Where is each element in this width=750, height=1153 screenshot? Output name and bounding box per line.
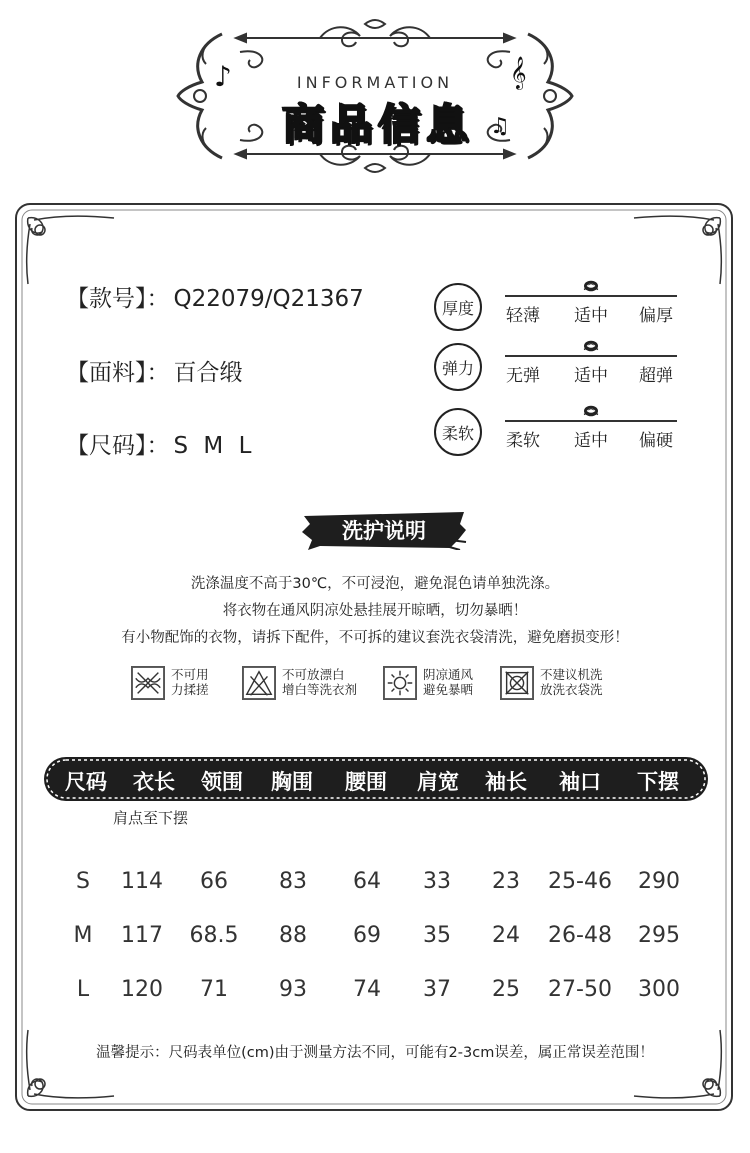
meter-option-label: 超弹 bbox=[639, 366, 673, 386]
meter-option-label: 适中 bbox=[574, 366, 608, 386]
meter-scale-line bbox=[505, 295, 677, 297]
meter-badge: 柔软 bbox=[434, 408, 482, 456]
no-machine-wash-icon bbox=[500, 666, 534, 700]
header-cn-char: 品 bbox=[329, 100, 372, 149]
care-line: 避免暴晒 bbox=[423, 682, 474, 697]
care-line: 不可放漂白 bbox=[282, 667, 345, 682]
meter-option-label: 无弹 bbox=[506, 366, 540, 386]
care-line: 不可用 bbox=[171, 667, 209, 682]
size-table-cell: 114 bbox=[121, 869, 163, 894]
meter-option-label: 偏厚 bbox=[639, 306, 673, 326]
meter-badge: 弹力 bbox=[434, 343, 482, 391]
size-table-cell: 69 bbox=[353, 923, 381, 948]
wash-line: 将衣物在通风阴凉处悬挂展开晾晒，切勿暴晒！ bbox=[222, 603, 528, 619]
rose-marker-icon bbox=[582, 279, 600, 293]
size-header-cell: 腰围 bbox=[345, 770, 387, 794]
size-table-cell: 83 bbox=[279, 869, 307, 894]
size-table-cell: 66 bbox=[200, 869, 228, 894]
size-row-label: M bbox=[73, 923, 93, 948]
size-header-cell: 领围 bbox=[201, 770, 243, 794]
shade-dry-icon bbox=[383, 666, 417, 700]
spec-sizes bbox=[66, 427, 255, 460]
wash-title-text: 洗护说明 bbox=[342, 519, 426, 543]
size-header-cell: 尺码 bbox=[65, 770, 107, 794]
size-header-cell: 肩宽 bbox=[417, 770, 459, 794]
size-header-cell: 袖口 bbox=[559, 770, 601, 794]
size-table-cell: 117 bbox=[121, 923, 163, 948]
size-table-cell: 64 bbox=[353, 869, 381, 894]
rose-marker-icon bbox=[582, 339, 600, 353]
size-table-cell: 35 bbox=[423, 923, 451, 948]
size-table-cell: 25 bbox=[492, 977, 520, 1002]
meter-option-label: 轻薄 bbox=[506, 306, 540, 326]
size-row-label: S bbox=[76, 869, 90, 894]
beamed-notes-icon: ♫ bbox=[490, 114, 510, 139]
care-line: 力揉搓 bbox=[171, 682, 209, 697]
size-table-cell: 295 bbox=[638, 923, 680, 948]
size-table-cell: 26-48 bbox=[548, 923, 612, 948]
wash-title-banner bbox=[300, 510, 468, 550]
meter-scale-line bbox=[505, 420, 677, 422]
spec-fabric bbox=[66, 354, 243, 387]
size-table-cell: 290 bbox=[638, 869, 680, 894]
music-note-icon: ♪ bbox=[214, 60, 232, 93]
rose-marker-icon bbox=[582, 404, 600, 418]
header-cn-char: 信 bbox=[378, 100, 421, 149]
header-cn-char: 商 bbox=[281, 100, 324, 149]
meter-option-label: 适中 bbox=[574, 306, 608, 326]
meter-option-label: 偏硬 bbox=[639, 431, 673, 451]
header-cn-title bbox=[170, 92, 580, 152]
size-table-cell: 37 bbox=[423, 977, 451, 1002]
size-header-cell: 衣长 bbox=[133, 770, 175, 794]
treble-clef-icon: 𝄞 bbox=[510, 56, 527, 89]
spec-value: 百合缎 bbox=[173, 360, 243, 386]
size-table-cell: 74 bbox=[353, 977, 381, 1002]
care-text bbox=[171, 667, 209, 697]
no-bleach-icon bbox=[242, 666, 276, 700]
size-table-cell: 24 bbox=[492, 923, 520, 948]
wash-line: 洗涤温度不高于30℃，不可浸泡，避免混色请单独洗涤。 bbox=[190, 576, 560, 592]
spec-label: 【款号】： bbox=[66, 286, 170, 312]
meter-option-label: 柔软 bbox=[506, 431, 540, 451]
care-text bbox=[282, 667, 357, 697]
size-table-cell: 93 bbox=[279, 977, 307, 1002]
spec-value: Q22079/Q21367 bbox=[173, 286, 364, 312]
size-table-cell: 88 bbox=[279, 923, 307, 948]
meter-option-label: 适中 bbox=[574, 431, 608, 451]
care-text bbox=[423, 667, 473, 697]
measurement-tip: 温馨提示：尺码表单位(cm)由于测量方法不同，可能有2-3cm误差，属正常误差范围！ bbox=[96, 1045, 654, 1061]
care-line: 放洗衣袋洗 bbox=[540, 682, 603, 697]
meter-scale-line bbox=[505, 355, 677, 357]
spec-value: S M L bbox=[173, 433, 256, 459]
care-line: 不建议机洗 bbox=[540, 667, 603, 682]
size-header-cell: 袖长 bbox=[485, 770, 527, 794]
length-measure-note: 肩点至下摆 bbox=[113, 809, 189, 827]
care-line: 阴凉通风 bbox=[423, 667, 474, 682]
size-table-cell: 33 bbox=[423, 869, 451, 894]
size-table-cell: 25-46 bbox=[548, 869, 612, 894]
wash-line: 有小物配饰的衣物，请拆下配件，不可拆的建议套洗衣袋清洗，避免磨损变形！ bbox=[121, 630, 629, 646]
header-en-title: INFORMATION bbox=[296, 73, 454, 92]
care-text bbox=[540, 667, 603, 697]
no-wring-icon bbox=[131, 666, 165, 700]
size-header-cell: 下摆 bbox=[637, 770, 679, 794]
size-table-cell: 120 bbox=[121, 977, 163, 1002]
spec-label: 【尺码】： bbox=[66, 433, 170, 459]
header-cn-char: 息 bbox=[426, 100, 469, 149]
size-row-label: L bbox=[76, 977, 90, 1002]
meter-badge: 厚度 bbox=[434, 283, 482, 331]
size-table-cell: 300 bbox=[638, 977, 680, 1002]
spec-label: 【面料】： bbox=[66, 360, 170, 386]
size-table-cell: 71 bbox=[200, 977, 228, 1002]
size-table-cell: 68.5 bbox=[189, 923, 239, 948]
size-table-cell: 23 bbox=[492, 869, 520, 894]
care-line: 增白等洗衣剂 bbox=[282, 682, 358, 697]
spec-style-number bbox=[66, 280, 364, 313]
size-table-header bbox=[44, 757, 708, 803]
size-table-cell: 27-50 bbox=[548, 977, 612, 1002]
size-header-cell: 胸围 bbox=[271, 770, 313, 794]
information-header bbox=[170, 14, 580, 174]
